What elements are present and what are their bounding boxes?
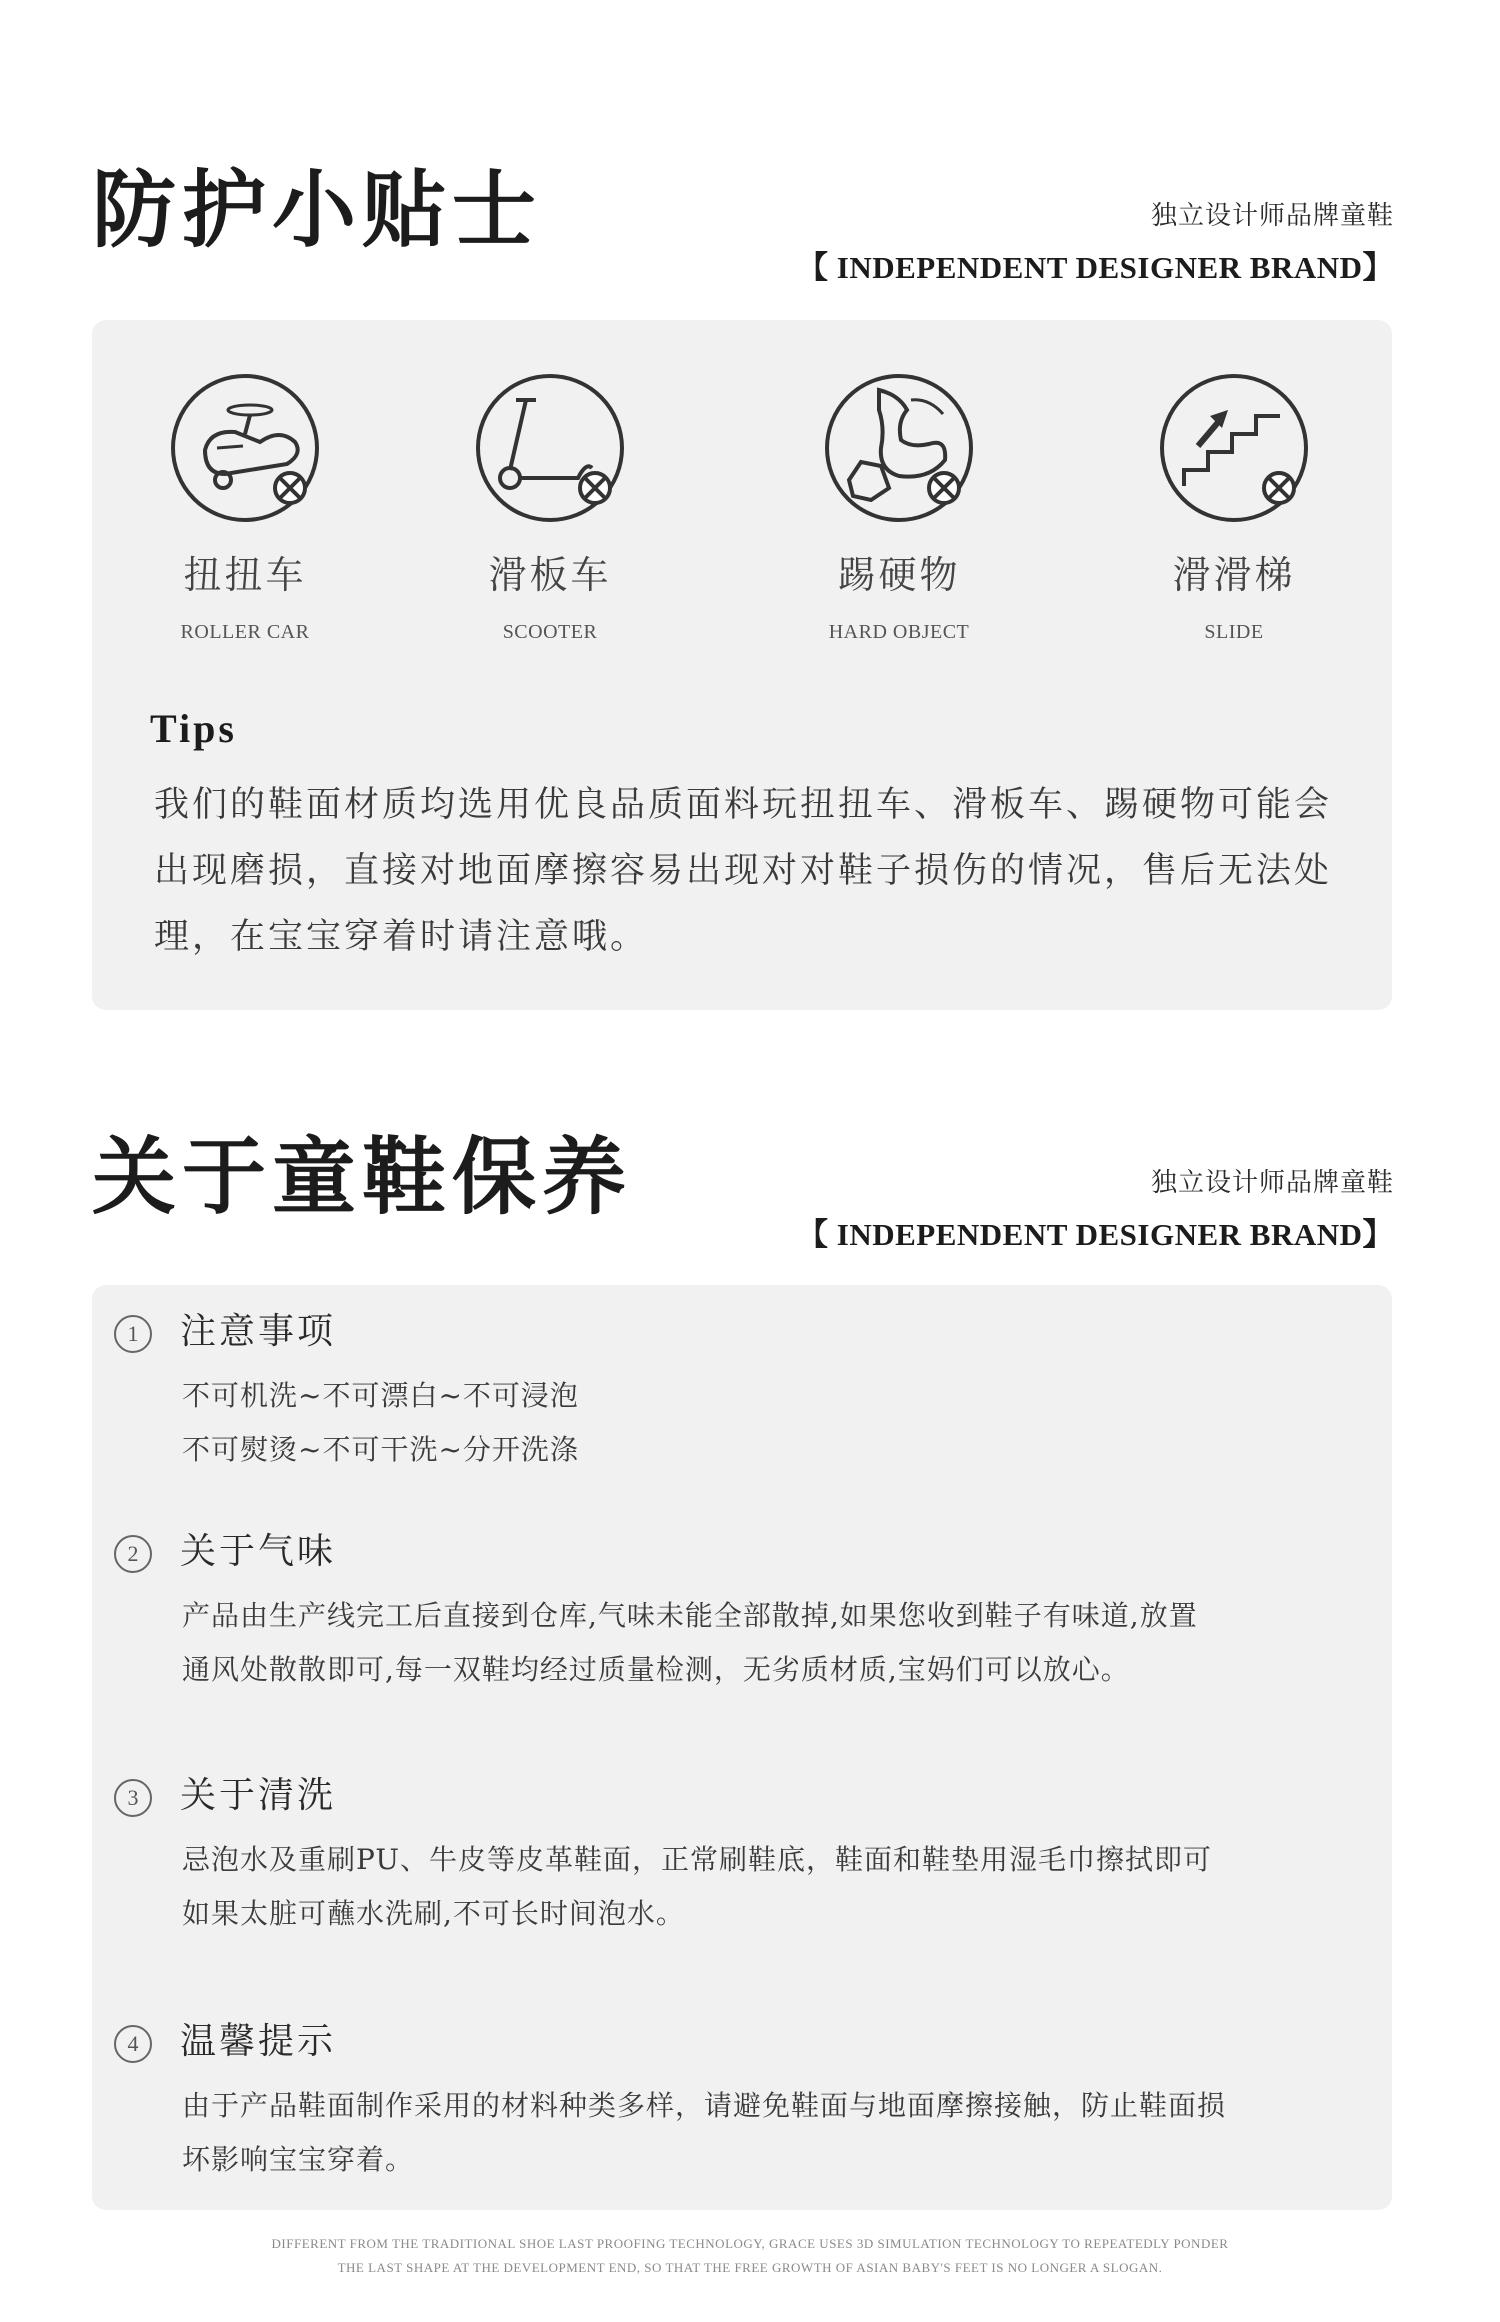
care-item-title: 注意事项 <box>180 1311 337 1352</box>
footer-line: DIFFERENT FROM THE TRADITIONAL SHOE LAST PROOFING TECHNOLOGY, GRACE USES 3D SIMULATION TECHNOLOGY TO REPEATEDLY PONDER <box>271 2236 1229 2251</box>
brand-cn: 独立设计师品牌童鞋 <box>1150 201 1394 230</box>
tips-paragraph: 我们的鞋面材质均选用优良品质面料玩扭扭车、滑板车、踢硬物可能会出现磨损，直接对地面摩擦容易出现对对鞋子损伤的情况，售后无法处理，在宝宝穿着时请注意哦。 <box>154 785 1333 957</box>
slide-icon <box>1154 370 1314 530</box>
care-line: 通风处散散即可,每一双鞋均经过质量检测，无劣质材质,宝妈们可以放心。 <box>182 1653 1130 1686</box>
hazard-item-roller-car <box>115 370 375 644</box>
hazard-icons-row <box>92 370 1392 660</box>
brand-en: 【 INDEPENDENT DESIGNER BRAND】 <box>797 1217 1394 1252</box>
care-item-text <box>182 2079 1332 2187</box>
care-item-title: 温馨提示 <box>180 2021 337 2062</box>
tips-section-title: 防护小贴士 <box>92 160 543 259</box>
hazard-label-en: SLIDE <box>1204 621 1264 643</box>
care-item-text <box>182 1589 1332 1697</box>
hazard-label-cn: 滑板车 <box>488 553 612 597</box>
care-item-title: 关于清洗 <box>180 1775 337 1816</box>
hazard-item-hard-object <box>769 370 1029 644</box>
care-number-badge: 4 <box>114 2025 152 2063</box>
care-item-text <box>182 1369 1332 1477</box>
care-line: 如果太脏可蘸水洗刷,不可长时间泡水。 <box>182 1897 685 1930</box>
footer-slogan <box>0 2232 1500 2280</box>
care-line: 不可熨烫~不可干洗~分开洗涤 <box>182 1433 579 1466</box>
hazard-label-en: SCOOTER <box>502 621 598 643</box>
hazard-label-cn: 踢硬物 <box>837 553 961 597</box>
hard-object-icon <box>819 370 979 530</box>
hazard-label-cn: 扭扭车 <box>183 553 307 597</box>
brand-tag-1 <box>797 195 1394 287</box>
care-section-title: 关于童鞋保养 <box>92 1127 633 1226</box>
brand-cn: 独立设计师品牌童鞋 <box>1150 1168 1394 1197</box>
care-line: 忌泡水及重刷PU、牛皮等皮革鞋面，正常刷鞋底，鞋面和鞋垫用湿毛巾擦拭即可 <box>182 1843 1212 1876</box>
tips-heading: Tips <box>150 706 237 751</box>
care-panel <box>92 1285 1392 2210</box>
roller-car-icon <box>165 370 325 530</box>
hazard-item-scooter <box>420 370 680 644</box>
scooter-icon <box>470 370 630 530</box>
hazard-label-cn: 滑滑梯 <box>1172 553 1296 597</box>
care-line: 产品由生产线完工后直接到仓库,气味未能全部散掉,如果您收到鞋子有味道,放置 <box>182 1599 1198 1632</box>
tips-panel <box>92 320 1392 1010</box>
care-item-text <box>182 1833 1332 1941</box>
hazard-label-en: ROLLER CAR <box>180 621 310 643</box>
hazard-label-en: HARD OBJECT <box>828 621 970 643</box>
hazard-item-slide <box>1104 370 1364 644</box>
brand-tag-2 <box>797 1162 1394 1254</box>
care-number-badge: 3 <box>114 1779 152 1817</box>
care-number-badge: 1 <box>114 1315 152 1353</box>
care-line: 坏影响宝宝穿着。 <box>182 2143 415 2176</box>
footer-line: THE LAST SHAPE AT THE DEVELOPMENT END, SO THAT THE FREE GROWTH OF ASIAN BABY'S FEET IS NO LONGER A SLOGAN. <box>337 2260 1163 2275</box>
care-line: 不可机洗~不可漂白~不可浸泡 <box>182 1379 579 1412</box>
care-item-title: 关于气味 <box>180 1531 337 1572</box>
care-line: 由于产品鞋面制作采用的材料种类多样，请避免鞋面与地面摩擦接触，防止鞋面损 <box>182 2089 1227 2122</box>
care-number-badge: 2 <box>114 1535 152 1573</box>
brand-en: 【 INDEPENDENT DESIGNER BRAND】 <box>797 250 1394 285</box>
